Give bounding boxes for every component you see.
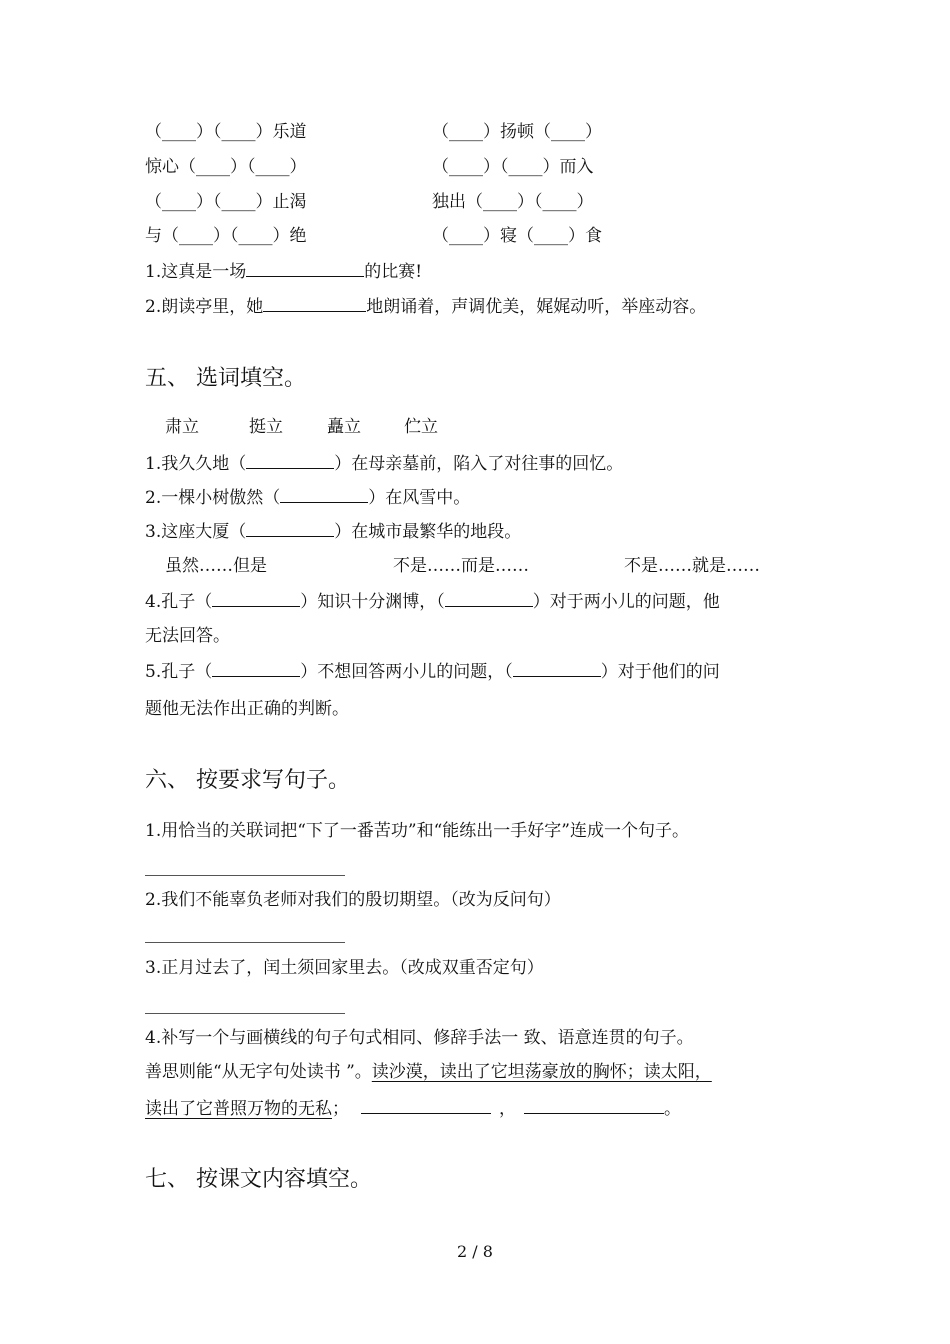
idiom-sentence-2 <box>145 294 706 319</box>
answer-blank[interactable] <box>246 451 334 469</box>
question-text: ）在母亲墓前，陷入了对往事的回忆。 <box>334 454 624 474</box>
idiom-row-2-right: （____）（____）而入 <box>432 157 594 177</box>
answer-line[interactable] <box>145 875 345 876</box>
idiom-row-1-right: （____）扬顿（____） <box>432 122 602 142</box>
answer-blank[interactable] <box>246 259 364 277</box>
question-text: ）不想回答两小儿的问题，（ <box>300 662 513 682</box>
answer-blank[interactable] <box>524 1096 664 1114</box>
page-number: 2 / 8 <box>457 1242 493 1261</box>
conjunction-choice-2: 不是……而是…… <box>393 556 529 576</box>
idiom-row-3-right: 独出（____）（____） <box>432 192 594 212</box>
section-6-question-3: 3.正月过去了，闰土须回家里去。（改成双重否定句） <box>145 958 544 978</box>
question-text: 5.孔子（ <box>145 662 213 682</box>
section-5-title: 五、 选词填空。 <box>145 366 306 391</box>
word-choice-3: 矗立 <box>327 417 361 437</box>
idiom-row-2-left: 惊心（____）（____） <box>145 157 307 177</box>
question-text: 4.孔子（ <box>145 592 213 612</box>
question-text: ； <box>332 1099 349 1119</box>
question-text: ）对于两小儿的问题，他 <box>532 592 720 612</box>
section-6-question-4-line-2 <box>145 1060 712 1084</box>
section-5-question-5-cont: 题他无法作出正确的判断。 <box>145 699 349 719</box>
word-choice-2: 挺立 <box>249 417 283 437</box>
underlined-sentence: 读出了它普照万物的无私 <box>145 1099 332 1119</box>
underlined-sentence: 读沙漠，读出了它坦荡豪放的胸怀；读太阳， <box>371 1062 712 1082</box>
section-6-question-2: 2.我们不能辜负老师对我们的殷切期望。（改为反问句） <box>145 890 561 910</box>
section-6-title: 六、 按要求写句子。 <box>145 768 350 793</box>
conjunction-choice-1: 虽然……但是 <box>165 556 267 576</box>
idiom-row-3-left: （____）（____）止渴 <box>145 192 307 212</box>
question-text: 善思则能“从无字句处读书 ”。 <box>145 1062 372 1082</box>
answer-blank[interactable] <box>263 294 366 312</box>
answer-blank[interactable] <box>246 519 334 537</box>
answer-blank[interactable] <box>445 589 533 607</box>
section-5-question-4-cont: 无法回答。 <box>145 626 230 646</box>
section-6-question-4-line-3 <box>145 1096 681 1121</box>
question-text: ）在风雪中。 <box>368 488 471 508</box>
conjunction-choice-3: 不是……就是…… <box>624 556 760 576</box>
section-5-question-5 <box>145 659 720 684</box>
sentence-1-suffix: 的比赛! <box>364 262 423 282</box>
idiom-row-1-left: （____）（____）乐道 <box>145 122 307 142</box>
question-text: 2.一棵小树傲然（ <box>145 488 281 508</box>
answer-blank[interactable] <box>280 485 368 503</box>
question-text: 3.这座大厦（ <box>145 522 247 542</box>
section-5-question-2 <box>145 485 470 510</box>
section-6-question-4: 4.补写一个与画横线的句子句式相同、修辞手法一 致、语意连贯的句子。 <box>145 1028 694 1048</box>
sentence-1-prefix: 1.这真是一场 <box>145 262 247 282</box>
question-text: ）在城市最繁华的地段。 <box>334 522 522 542</box>
section-6-question-1: 1.用恰当的关联词把“下了一番苦功”和“能练出一手好字”连成一个句子。 <box>145 821 689 841</box>
word-choice-4: 伫立 <box>404 417 438 437</box>
question-text: 1.我久久地（ <box>145 454 247 474</box>
question-text: ， <box>499 1099 516 1119</box>
sentence-2-suffix: 地朗诵着，声调优美，娓娓动听，举座动容。 <box>366 297 707 317</box>
idiom-row-4-right: （____）寝（____）食 <box>432 226 602 246</box>
question-text: 。 <box>664 1099 681 1119</box>
answer-blank[interactable] <box>212 589 300 607</box>
idiom-sentence-1 <box>145 259 422 284</box>
section-5-question-1 <box>145 451 623 476</box>
answer-blank[interactable] <box>361 1096 491 1114</box>
answer-blank[interactable] <box>212 659 300 677</box>
answer-line[interactable] <box>145 1013 345 1014</box>
answer-line[interactable] <box>145 942 345 943</box>
section-7-title: 七、 按课文内容填空。 <box>145 1167 372 1192</box>
answer-blank[interactable] <box>513 659 601 677</box>
idiom-row-4-left: 与（____）（____）绝 <box>145 226 307 246</box>
sentence-2-prefix: 2.朗读亭里，她 <box>145 297 264 317</box>
question-text: ）知识十分渊博，（ <box>300 592 445 612</box>
word-choice-1: 肃立 <box>165 417 199 437</box>
question-text: ）对于他们的问 <box>600 662 720 682</box>
section-5-question-3 <box>145 519 521 544</box>
section-5-question-4 <box>145 589 720 614</box>
